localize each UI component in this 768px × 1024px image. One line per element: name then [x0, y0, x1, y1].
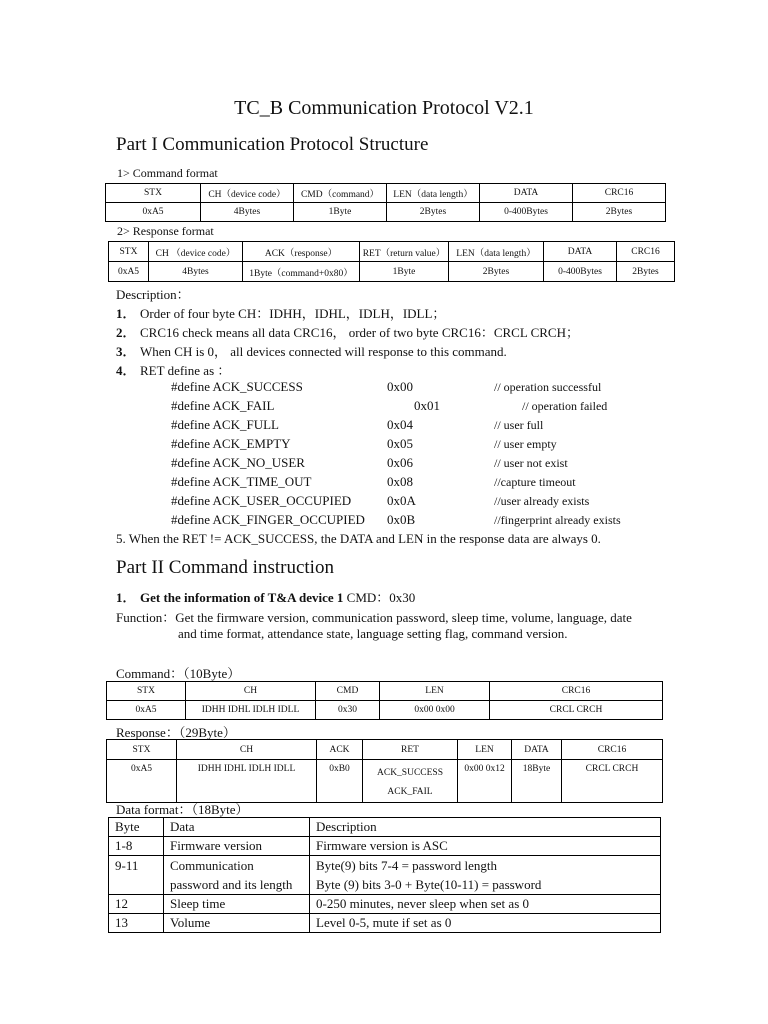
table-cell: 2Bytes [387, 203, 480, 222]
table-header-cell: DATA [512, 740, 562, 760]
function-line-1: Function：Get the firmware version, communication password, sleep time, volume, language, date [116, 610, 632, 625]
table-header-cell: DATA [480, 184, 573, 203]
table-cell: CRCL CRCH [562, 760, 663, 803]
response-format-table [108, 241, 675, 282]
define-name: #define ACK_EMPTY [171, 436, 291, 451]
define-name: #define ACK_TIME_OUT [171, 474, 312, 489]
table-cell: 0-250 minutes, never sleep when set as 0 [310, 895, 661, 914]
table-cell: 0xA5 [106, 203, 201, 222]
table-row [109, 914, 661, 933]
define-name: #define ACK_FULL [171, 417, 279, 432]
command-table [106, 681, 663, 720]
table-cell: 1-8 [109, 837, 164, 856]
table-cell: 13 [109, 914, 164, 933]
table-header-cell: LEN [380, 682, 490, 701]
table-header-cell: RET [363, 740, 458, 760]
table-cell: Firmware version is ASC [310, 837, 661, 856]
list-item [116, 341, 507, 360]
table-header-cell: LEN（data length） [449, 242, 544, 262]
table-cell: 0xA5 [107, 760, 177, 803]
table-header-cell: CRC16 [490, 682, 663, 701]
table-cell: Firmware version [164, 837, 310, 856]
function-line-2: and time format, attendance state, language setting flag, command version. [178, 626, 568, 641]
table-header-cell: CRC16 [562, 740, 663, 760]
table-cell: 0x30 [316, 701, 380, 720]
table-header-cell: STX [109, 242, 149, 262]
list-text: When CH is 0， all devices connected will response to this command. [140, 344, 507, 359]
part1-heading: Part I Communication Protocol Structure [116, 134, 429, 155]
table-cell: 0xA5 [107, 701, 186, 720]
table-header-cell: LEN [458, 740, 512, 760]
data-format-table [108, 817, 661, 933]
table-header-cell: ACK（response） [243, 242, 360, 262]
table-header-cell: Description [310, 818, 661, 837]
table-cell [363, 760, 458, 803]
table-cell: 4Bytes [149, 262, 243, 282]
define-comment: // user not exist [494, 456, 568, 470]
list-number: 2． [116, 325, 136, 340]
define-comment: // user full [494, 418, 544, 432]
table-cell: 0x00 0x12 [458, 760, 512, 803]
table-cell: IDHH IDHL IDLH IDLL [177, 760, 317, 803]
table-cell [310, 856, 661, 895]
command-label: Command：（10Byte） [116, 666, 241, 681]
table-cell: 1Byte [360, 262, 449, 282]
table-cell: 0-400Bytes [480, 203, 573, 222]
description-label: Description： [116, 287, 190, 302]
define-comment: // operation failed [522, 399, 608, 413]
table-header-cell: DATA [544, 242, 617, 262]
define-comment: //user already exists [494, 494, 590, 508]
list-text: Order of four byte CH：IDHH，IDHL，IDLH，IDLL； [140, 306, 446, 321]
table-cell: 2Bytes [617, 262, 675, 282]
table-cell: Sleep time [164, 895, 310, 914]
subsection-number: 1． [116, 590, 136, 605]
cell-line: Communication [170, 858, 254, 873]
define-name: #define ACK_SUCCESS [171, 379, 303, 394]
define-value: 0x06 [387, 455, 413, 470]
table-cell: 1Byte（command+0x80） [243, 262, 360, 282]
part2-heading: Part II Command instruction [116, 557, 334, 578]
table-cell: 0xB0 [317, 760, 363, 803]
table-cell: IDHH IDHL IDLH IDLL [186, 701, 316, 720]
table-header-cell: STX [106, 184, 201, 203]
table-row [106, 203, 666, 222]
table-cell: 2Bytes [573, 203, 666, 222]
table-header-cell: CH （device code） [149, 242, 243, 262]
table-header-cell: LEN（data length） [387, 184, 480, 203]
table-cell: 9-11 [109, 856, 164, 895]
response-label: Response：（29Byte） [116, 725, 236, 740]
list-item [116, 360, 230, 379]
list-number: 1． [116, 306, 136, 321]
table-header-cell: CH [186, 682, 316, 701]
list-item [116, 303, 445, 322]
list-item [116, 322, 579, 341]
response-format-label: 2> Response format [117, 224, 214, 238]
table-cell: Level 0-5, mute if set as 0 [310, 914, 661, 933]
list-number: 4． [116, 363, 136, 378]
table-header-cell: RET（return value） [360, 242, 449, 262]
table-header-cell: Data [164, 818, 310, 837]
ret-fail: ACK_FAIL [387, 787, 433, 797]
table-row [109, 837, 661, 856]
define-comment: //fingerprint already exists [494, 513, 621, 527]
define-value: 0x0B [387, 512, 416, 527]
define-comment: // operation successful [494, 380, 602, 394]
table-header-cell: CMD [316, 682, 380, 701]
define-name: #define ACK_FAIL [171, 398, 275, 413]
table-cell: 0xA5 [109, 262, 149, 282]
table-header-cell: CMD（command） [294, 184, 387, 203]
list-number: 3． [116, 344, 136, 359]
define-value: 0x05 [387, 436, 413, 451]
table-header-cell: STX [107, 740, 177, 760]
table-header-row [107, 740, 663, 760]
table-cell [164, 856, 310, 895]
table-header-row [109, 242, 675, 262]
table-cell: CRCL CRCH [490, 701, 663, 720]
command-format-table [105, 183, 666, 222]
define-name: #define ACK_USER_OCCUPIED [171, 493, 352, 508]
table-row [109, 856, 661, 895]
command-format-label: 1> Command format [117, 166, 218, 180]
define-comment: // user empty [494, 437, 557, 451]
table-cell: 0-400Bytes [544, 262, 617, 282]
document-title: TC_B Communication Protocol V2.1 [234, 97, 534, 119]
define-value: 0x04 [387, 417, 413, 432]
table-cell: 1Byte [294, 203, 387, 222]
table-cell: 12 [109, 895, 164, 914]
data-format-label: Data format：（18Byte） [116, 802, 249, 817]
table-header-cell: ACK [317, 740, 363, 760]
table-cell: 2Bytes [449, 262, 544, 282]
table-header-cell: STX [107, 682, 186, 701]
table-cell: 4Bytes [201, 203, 294, 222]
define-value: 0x01 [414, 398, 440, 413]
table-row [109, 262, 675, 282]
cell-line: password and its length [170, 877, 293, 892]
table-header-cell: CRC16 [617, 242, 675, 262]
subsection-heading [116, 587, 415, 606]
define-name: #define ACK_NO_USER [171, 455, 305, 470]
subsection-title: Get the information of T&A device 1 [140, 590, 344, 605]
define-value: 0x0A [387, 493, 416, 508]
table-row [107, 701, 663, 720]
table-cell: 18Byte [512, 760, 562, 803]
table-header-cell: Byte [109, 818, 164, 837]
cell-line: Byte(9) bits 7-4 = password length [316, 858, 498, 873]
table-header-cell: CH [177, 740, 317, 760]
table-cell: 0x00 0x00 [380, 701, 490, 720]
define-comment: //capture timeout [494, 475, 576, 489]
table-row [107, 760, 663, 803]
table-row [109, 895, 661, 914]
list-text: CRC16 check means all data CRC16， order of two byte CRC16：CRCL CRCH； [140, 325, 579, 340]
define-value: 0x08 [387, 474, 413, 489]
table-cell: Volume [164, 914, 310, 933]
table-header-row [109, 818, 661, 837]
table-header-row [106, 184, 666, 203]
table-header-row [107, 682, 663, 701]
table-header-cell: CRC16 [573, 184, 666, 203]
table-header-cell: CH（device code） [201, 184, 294, 203]
define-value: 0x00 [387, 379, 413, 394]
list-text: RET define as ： [140, 363, 231, 378]
response-table [106, 739, 663, 803]
cell-line: Byte (9) bits 3-0 + Byte(10-11) = password [316, 877, 542, 892]
subsection-cmd: CMD：0x30 [343, 590, 416, 605]
ret-success: ACK_SUCCESS [377, 768, 443, 778]
list-item-5: 5. When the RET != ACK_SUCCESS, the DATA and LEN in the response data are always 0. [116, 531, 601, 546]
define-name: #define ACK_FINGER_OCCUPIED [171, 512, 365, 527]
